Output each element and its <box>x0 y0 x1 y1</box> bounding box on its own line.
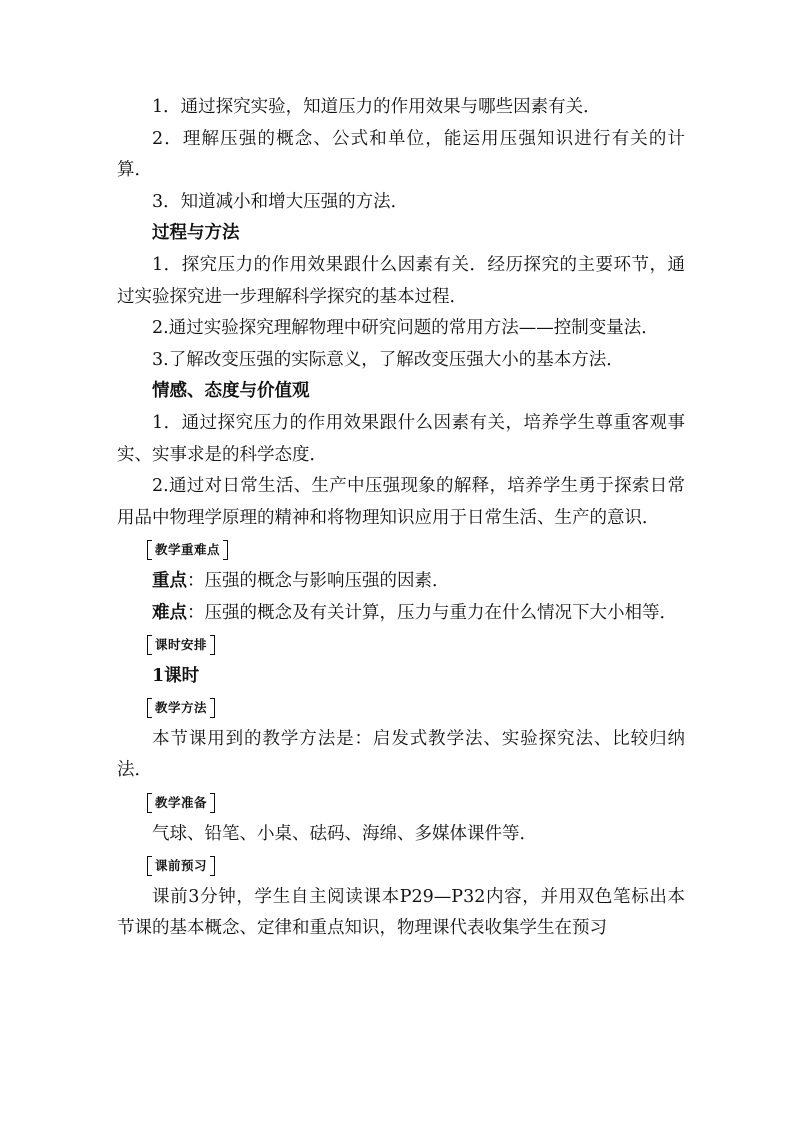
left-bracket-icon <box>147 856 152 876</box>
preparation-tag-label: 教学准备 <box>155 794 208 810</box>
left-bracket-icon <box>147 540 152 560</box>
preview-text: 课前3分钟，学生自主阅读课本P29—P32内容，并用双色笔标出本节课的基本概念、定律和重点知识，物理课代表收集学生在预习 <box>117 886 685 939</box>
key-points-tag-label: 教学重难点 <box>155 542 221 558</box>
knowledge-item-2: 2．理解压强的概念、公式和单位，能运用压强知识进行有关的计算． <box>117 128 685 181</box>
focus-label: 重点 <box>152 570 187 591</box>
schedule-value: 1课时 <box>152 665 200 686</box>
process-heading: 过程与方法 <box>152 223 240 244</box>
attitude-heading: 情感、态度与价值观 <box>152 381 310 402</box>
methods-tag-label: 教学方法 <box>155 700 208 716</box>
process-item-3: 3.了解改变压强的实际意义，了解改变压强大小的基本方法． <box>152 349 624 370</box>
key-points-section-tag <box>117 534 685 566</box>
right-bracket-icon <box>210 793 215 813</box>
methods-text: 本节课用到的教学方法是：启发式教学法、实验探究法、比较归纳法． <box>117 728 685 781</box>
right-bracket-icon <box>210 698 215 718</box>
lesson-plan-body <box>117 92 685 945</box>
focus-paragraph <box>117 566 685 598</box>
left-bracket-icon <box>147 793 152 813</box>
process-item-1: 1．探究压力的作用效果跟什么因素有关．经历探究的主要环节，通过实验探究进一步理解科学探究的基本过程． <box>117 254 685 307</box>
process-item-2: 2.通过实验探究理解物理中研究问题的常用方法——控制变量法． <box>152 318 659 339</box>
difficulty-paragraph <box>117 598 685 630</box>
right-bracket-icon <box>210 635 215 655</box>
right-bracket-icon <box>210 856 215 876</box>
preview-tag-label: 课前预习 <box>155 858 208 874</box>
attitude-item-2: 2.通过对日常生活、生产中压强现象的解释，培养学生勇于探索日常用品中物理学原理的精神和将物理知识应用于日常生活、生产的意识． <box>117 476 685 528</box>
left-bracket-icon <box>147 635 152 655</box>
preparation-section-tag <box>117 787 685 819</box>
schedule-tag-label: 课时安排 <box>155 636 208 652</box>
difficulty-text: ：压强的概念及有关计算，压力与重力在什么情况下大小相等． <box>187 602 677 623</box>
right-bracket-icon <box>223 540 228 560</box>
knowledge-item-1: 1．通过探究实验，知道压力的作用效果与哪些因素有关． <box>152 97 601 117</box>
knowledge-item-3: 3．知道减小和增大压强的方法． <box>152 191 409 212</box>
focus-text: ：压强的概念与影响压强的因素． <box>187 570 450 591</box>
preview-section-tag <box>117 850 685 882</box>
preparation-text: 气球、铅笔、小桌、砝码、海绵、多媒体课件等． <box>152 823 537 844</box>
left-bracket-icon <box>147 698 152 718</box>
difficulty-label: 难点 <box>152 602 187 623</box>
methods-section-tag <box>117 692 685 724</box>
attitude-item-1: 1．通过探究压力的作用效果跟什么因素有关，培养学生尊重客观事实、实事求是的科学态度． <box>117 412 685 465</box>
schedule-section-tag <box>117 629 685 661</box>
